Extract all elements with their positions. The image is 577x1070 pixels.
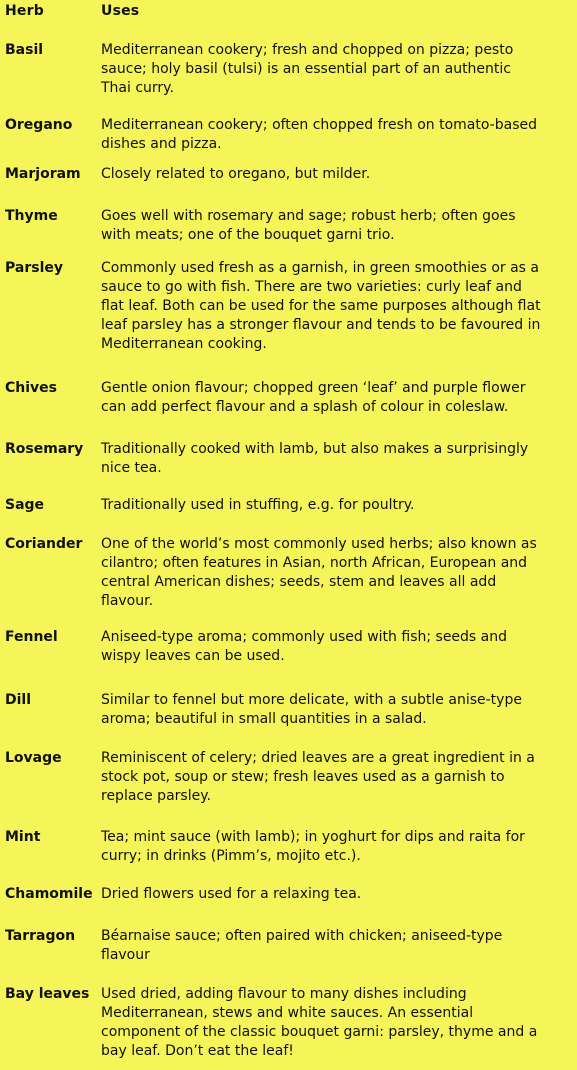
- uses-chives: Gentle onion flavour; chopped green ‘leaf’ and purple flower can add perfect flavour and a splash of colour in coleslaw.: [101, 380, 526, 415]
- herb-lovage: Lovage: [5, 750, 62, 766]
- herb-marjoram: Marjoram: [5, 166, 81, 182]
- herb-fennel: Fennel: [5, 629, 58, 645]
- uses-chamomile: Dried flowers used for a relaxing tea.: [101, 886, 362, 902]
- uses-thyme: Goes well with rosemary and sage; robust herb; often goes with meats; one of the bouquet garni trio.: [101, 208, 516, 243]
- header-uses: Uses: [101, 3, 140, 19]
- herb-basil: Basil: [5, 42, 44, 58]
- herb-coriander: Coriander: [5, 536, 83, 552]
- herb-chives: Chives: [5, 380, 57, 396]
- herb-oregano: Oregano: [5, 117, 73, 133]
- uses-fennel: Aniseed-type aroma; commonly used with fish; seeds and wispy leaves can be used.: [101, 629, 508, 664]
- uses-rosemary: Traditionally cooked with lamb, but also makes a surprisingly nice tea.: [101, 441, 529, 476]
- herb-tarragon: Tarragon: [5, 928, 76, 944]
- herb-parsley: Parsley: [5, 260, 63, 276]
- uses-bay-leaves: Used dried, adding flavour to many dishes including Mediterranean, stews and white sauces. An essential component of the classic bouquet garni: parsley, thyme and a bay leaf. Don’t eat the leaf!: [101, 986, 538, 1059]
- uses-tarragon: Béarnaise sauce; often paired with chicken; aniseed-type flavour: [101, 928, 503, 963]
- uses-marjoram: Closely related to oregano, but milder.: [101, 166, 371, 182]
- uses-oregano: Mediterranean cookery; often chopped fresh on tomato-based dishes and pizza.: [101, 117, 537, 152]
- herb-thyme: Thyme: [5, 208, 58, 224]
- herb-dill: Dill: [5, 692, 32, 708]
- herb-sage: Sage: [5, 497, 45, 513]
- uses-sage: Traditionally used in stuffing, e.g. for poultry.: [101, 497, 415, 513]
- uses-lovage: Reminiscent of celery; dried leaves are a great ingredient in a stock pot, soup or stew; fresh leaves used as a garnish to replace parsley.: [101, 750, 535, 804]
- header-herb: Herb: [5, 3, 44, 19]
- herb-rosemary: Rosemary: [5, 441, 84, 457]
- herb-mint: Mint: [5, 829, 41, 845]
- uses-mint: Tea; mint sauce (with lamb); in yoghurt for dips and raita for curry; in drinks (Pimm’s, mojito etc.).: [101, 829, 525, 864]
- uses-parsley: Commonly used fresh as a garnish, in green smoothies or as a sauce to go with fish. There are two varieties: curly leaf and flat leaf. Both can be used for the same purposes although flat leaf parsley has a stronger flavour and tends to be favoured in Mediterranean cooking.: [101, 260, 541, 352]
- herb-chamomile: Chamomile: [5, 886, 93, 902]
- uses-dill: Similar to fennel but more delicate, with a subtle anise-type aroma; beautiful in small quantities in a salad.: [101, 692, 522, 727]
- herb-bay-leaves: Bay leaves: [5, 986, 90, 1002]
- uses-basil: Mediterranean cookery; fresh and chopped on pizza; pesto sauce; holy basil (tulsi) is an essential part of an authentic Thai curry.: [101, 42, 514, 96]
- uses-coriander: One of the world’s most commonly used herbs; also known as cilantro; often features in Asian, north African, European and central American dishes; seeds, stem and leaves all add flavour.: [101, 536, 537, 609]
